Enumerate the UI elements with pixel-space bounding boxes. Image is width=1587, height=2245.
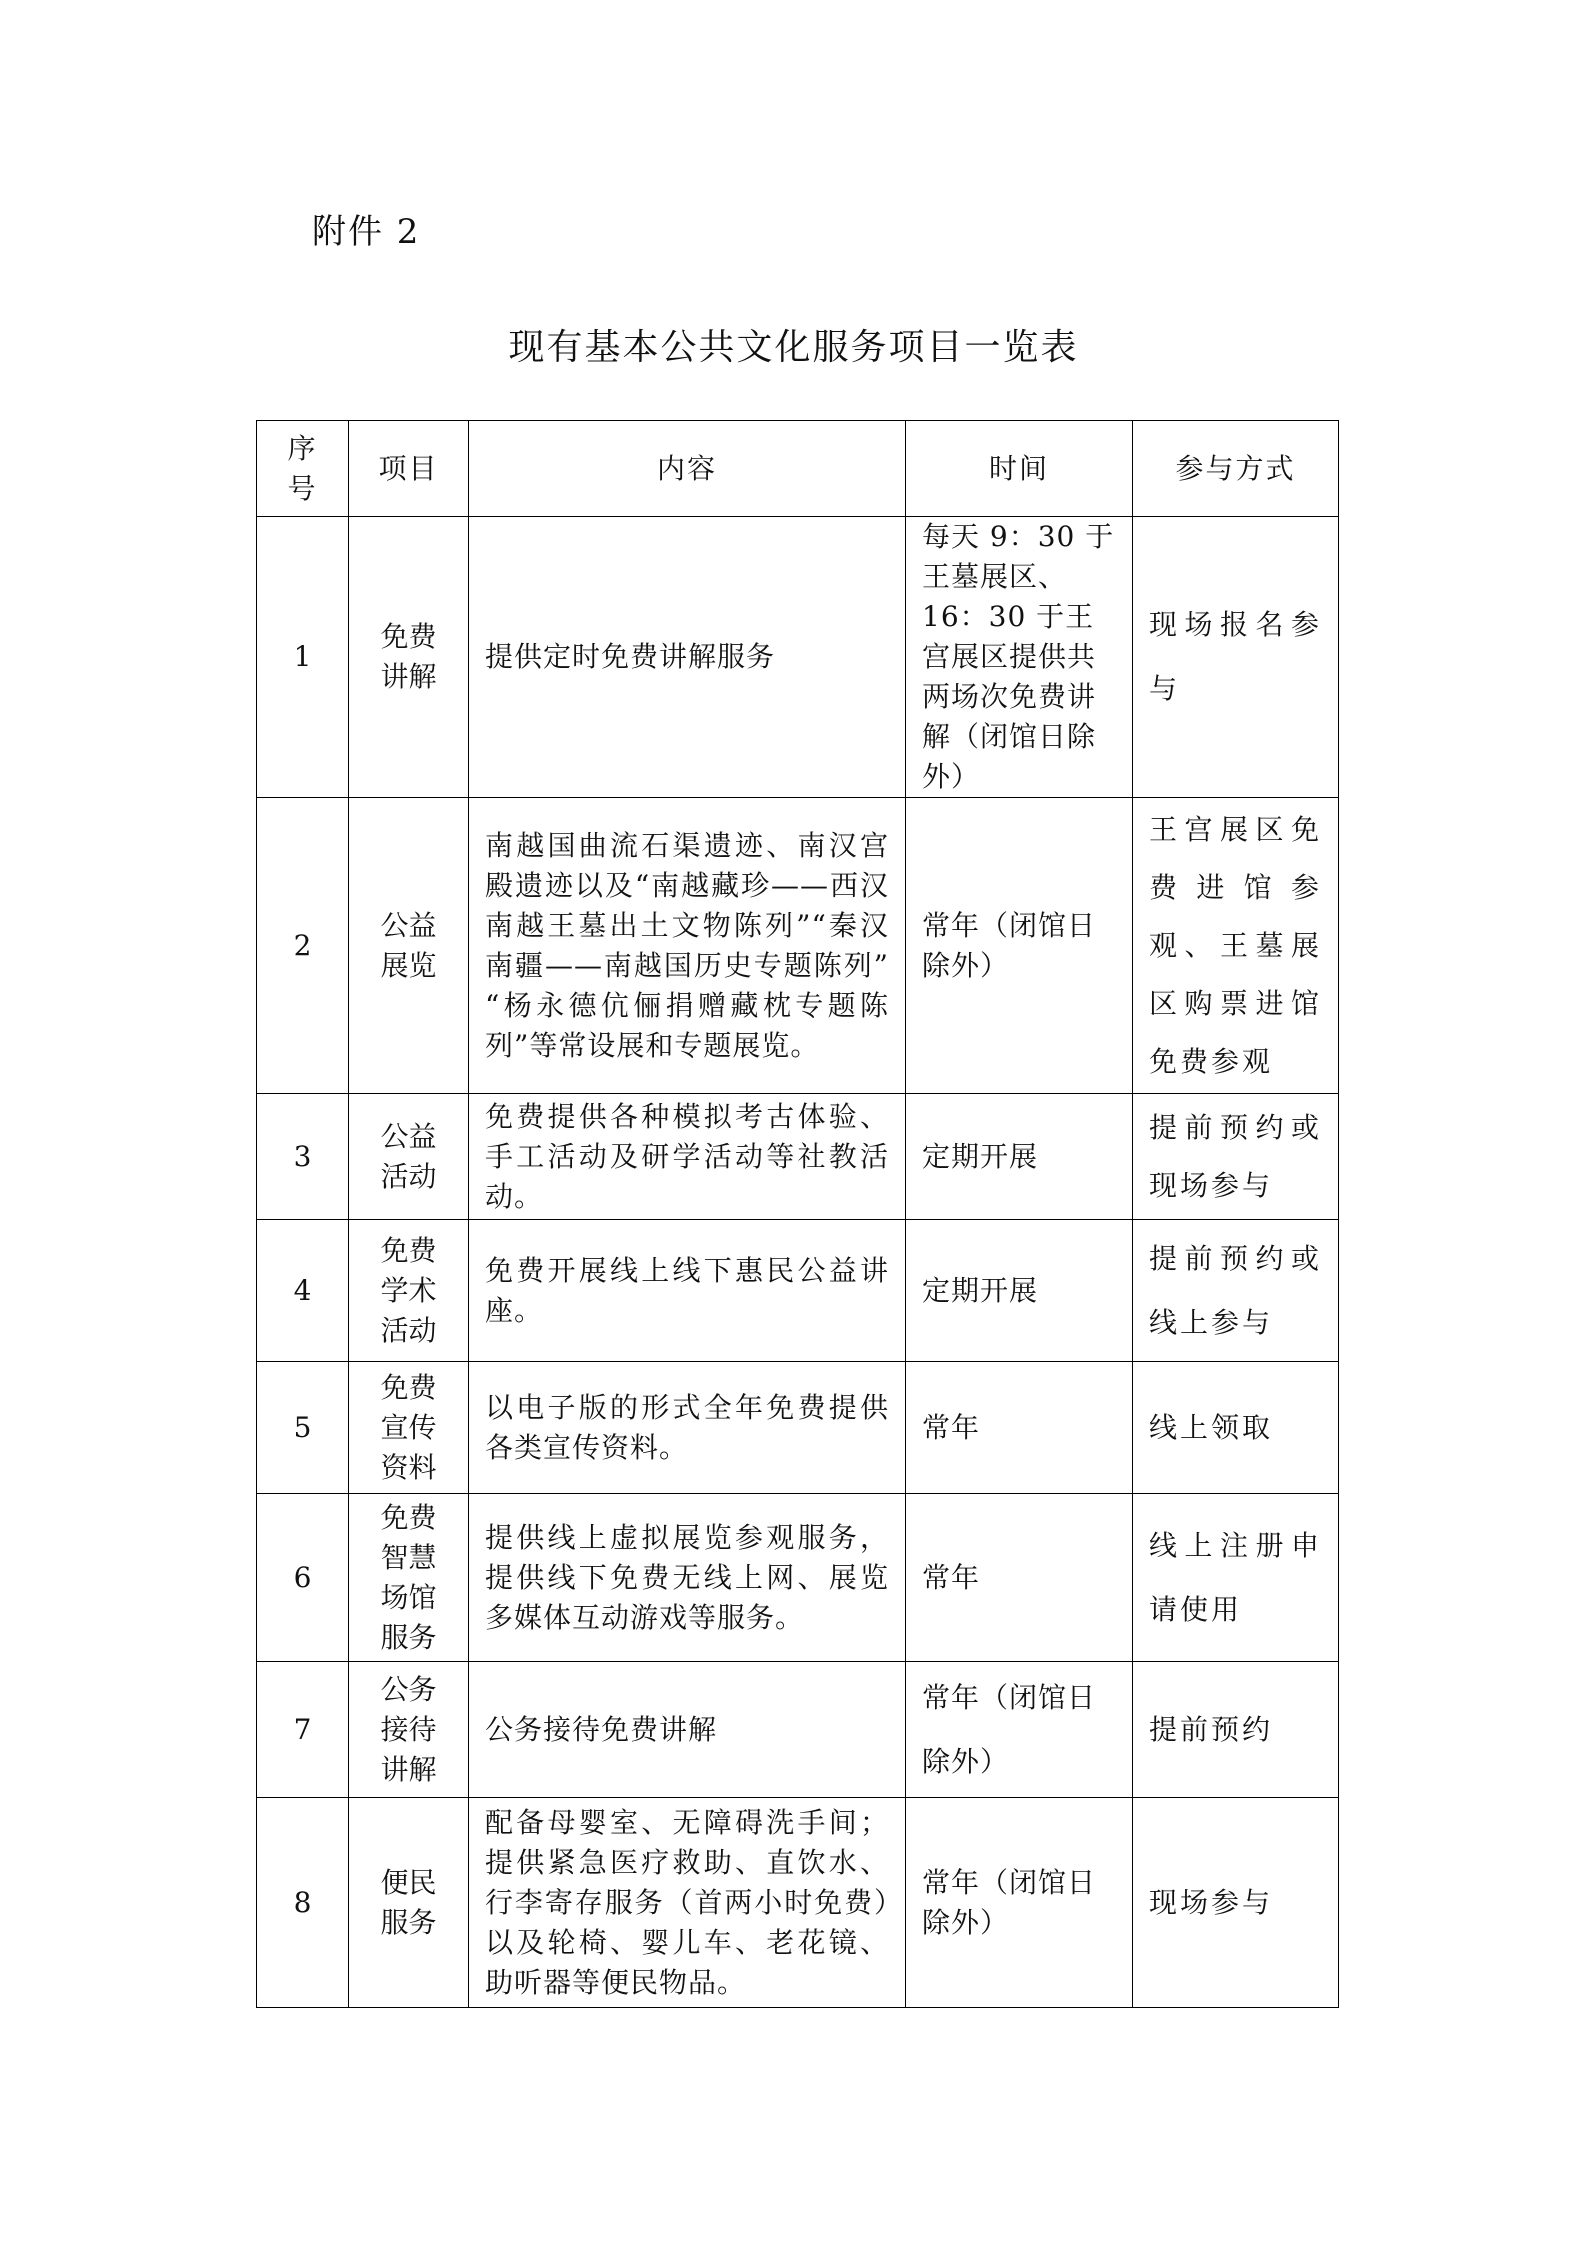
row-item: 公益展览: [349, 798, 469, 1094]
row-seq: 8: [257, 1798, 349, 2008]
table-row: [257, 1220, 1339, 1362]
header-method: 参与方式: [1133, 421, 1339, 517]
row-method: 提前预约或线上参与: [1133, 1220, 1339, 1362]
header-time: 时间: [906, 421, 1133, 517]
row-content: 提供定时免费讲解服务: [469, 517, 906, 798]
row-method: 线上注册申请使用: [1133, 1494, 1339, 1662]
table-header-row: [257, 421, 1339, 517]
row-item: 免费宣传资料: [349, 1362, 469, 1494]
row-method: 现场报名参与: [1133, 517, 1339, 798]
row-time: 常年（闭馆日除外）: [906, 798, 1133, 1094]
row-seq: 2: [257, 798, 349, 1094]
row-item: 便民服务: [349, 1798, 469, 2008]
table-row: [257, 798, 1339, 1094]
table-row: [257, 517, 1339, 798]
row-time: 常年: [906, 1494, 1133, 1662]
row-seq: 1: [257, 517, 349, 798]
header-content: 内容: [469, 421, 906, 517]
row-time: 定期开展: [906, 1220, 1133, 1362]
attachment-label: 附件 2: [312, 212, 421, 252]
table-row: [257, 1094, 1339, 1220]
table-row: [257, 1362, 1339, 1494]
row-seq: 7: [257, 1662, 349, 1798]
header-seq: 序号: [257, 421, 349, 517]
row-content: 免费提供各种模拟考古体验、手工活动及研学活动等社教活动。: [469, 1094, 906, 1220]
table-row: [257, 1494, 1339, 1662]
row-content: 公务接待免费讲解: [469, 1662, 906, 1798]
row-item: 公益活动: [349, 1094, 469, 1220]
row-seq: 4: [257, 1220, 349, 1362]
row-time: 定期开展: [906, 1094, 1133, 1220]
row-content: 提供线上虚拟展览参观服务，提供线下免费无线上网、展览多媒体互动游戏等服务。: [469, 1494, 906, 1662]
table-row: [257, 1798, 1339, 2008]
table-row: [257, 1662, 1339, 1798]
row-method: 王宫展区免费进馆参观、王墓展区购票进馆免费参观: [1133, 798, 1339, 1094]
row-method: 提前预约或现场参与: [1133, 1094, 1339, 1220]
row-content: 南越国曲流石渠遗迹、南汉宫殿遗迹以及“南越藏珍——西汉南越王墓出土文物陈列”“秦汉南疆——南越国历史专题陈列” “杨永德伉俪捐赠藏枕专题陈列”等常设展和专题展览。: [469, 798, 906, 1094]
row-content: 免费开展线上线下惠民公益讲座。: [469, 1220, 906, 1362]
row-time: 每天 9：30 于王墓展区、16：30 于王宫展区提供共两场次免费讲解（闭馆日除外）: [906, 517, 1133, 798]
header-item: 项目: [349, 421, 469, 517]
services-table: [256, 420, 1339, 2008]
document-title: 现有基本公共文化服务项目一览表: [508, 327, 1079, 368]
row-content: 以电子版的形式全年免费提供各类宣传资料。: [469, 1362, 906, 1494]
row-method: 现场参与: [1133, 1798, 1339, 2008]
row-seq: 5: [257, 1362, 349, 1494]
row-method: 线上领取: [1133, 1362, 1339, 1494]
row-seq: 3: [257, 1094, 349, 1220]
row-seq: 6: [257, 1494, 349, 1662]
row-item: 免费学术活动: [349, 1220, 469, 1362]
row-item: 免费讲解: [349, 517, 469, 798]
row-time: 常年（闭馆日除外）: [906, 1662, 1133, 1798]
row-item: 免费智慧场馆服务: [349, 1494, 469, 1662]
row-time: 常年（闭馆日除外）: [906, 1798, 1133, 2008]
row-content: 配备母婴室、无障碍洗手间；提供紧急医疗救助、直饮水、行李寄存服务（首两小时免费）以及轮椅、婴儿车、老花镜、助听器等便民物品。: [469, 1798, 906, 2008]
row-method: 提前预约: [1133, 1662, 1339, 1798]
row-item: 公务接待讲解: [349, 1662, 469, 1798]
row-time: 常年: [906, 1362, 1133, 1494]
